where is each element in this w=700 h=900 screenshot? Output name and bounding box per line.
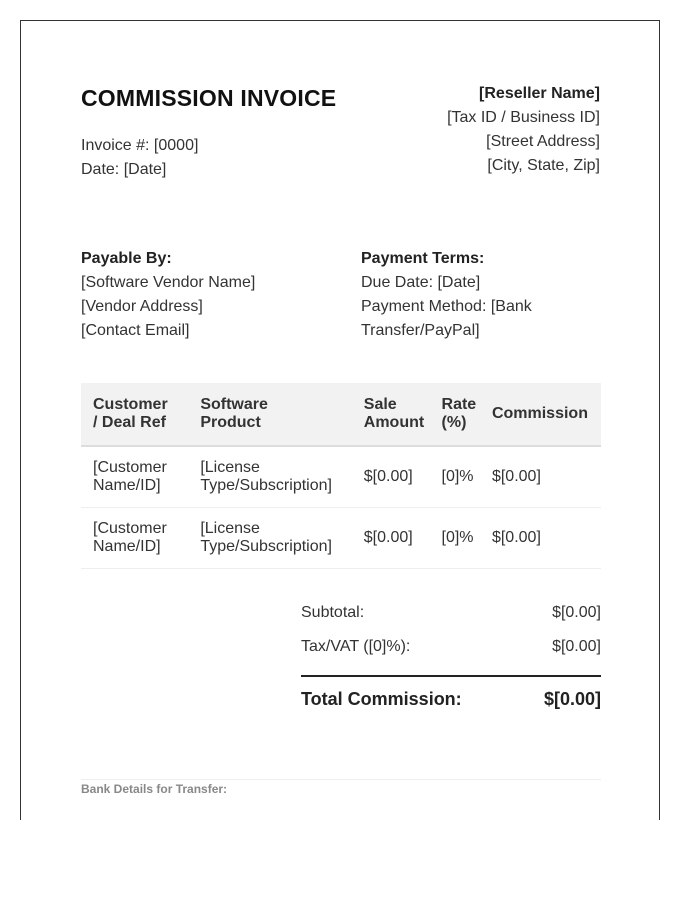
header-rate <box>434 383 484 446</box>
cell-sale-amount: $[0.00] <box>356 508 434 569</box>
total-commission-value: $[0.00] <box>543 689 601 709</box>
table-header-row <box>81 383 601 446</box>
cell-product-line-2: Type/Subscription] <box>200 538 332 555</box>
reseller-name: [Reseller Name] <box>479 85 600 102</box>
invoice-page <box>20 20 660 820</box>
payment-terms-heading: Payment Terms: <box>361 250 485 267</box>
cell-sale-amount: $[0.00] <box>356 446 434 508</box>
cell-customer <box>81 446 188 508</box>
payable-by-heading: Payable By: <box>81 250 172 267</box>
reseller-tax-id: [Tax ID / Business ID] <box>447 109 600 126</box>
payment-method-line-2: Transfer/PayPal] <box>361 322 480 339</box>
commission-table <box>81 383 601 569</box>
cell-customer-line-1: [Customer <box>93 459 167 476</box>
cell-product <box>188 446 355 508</box>
total-commission-row <box>301 689 601 710</box>
bank-divider <box>81 779 601 780</box>
vendor-name: [Software Vendor Name] <box>81 274 256 291</box>
table-row <box>81 446 601 508</box>
cell-customer-line-2: Name/ID] <box>93 477 161 494</box>
cell-product-line-1: [License <box>200 459 260 476</box>
header-commission: Commission <box>484 383 601 446</box>
vendor-address: [Vendor Address] <box>81 298 203 315</box>
payable-by-block <box>81 247 255 343</box>
cell-product-line-1: [License <box>200 520 260 537</box>
vendor-contact-email: [Contact Email] <box>81 322 190 339</box>
cell-commission: $[0.00] <box>484 508 601 569</box>
cell-customer-line-2: Name/ID] <box>93 538 161 555</box>
header-customer-line-1: Customer <box>93 396 168 413</box>
header-sale-amount <box>356 383 434 446</box>
subtotal-row <box>301 604 601 622</box>
invoice-date: Date: [Date] <box>81 161 167 178</box>
invoice-number: Invoice #: [0000] <box>81 137 199 154</box>
header-customer <box>81 383 188 446</box>
subtotal-label: Subtotal: <box>301 604 365 621</box>
reseller-street: [Street Address] <box>486 133 600 150</box>
total-commission-label: Total Commission: <box>301 689 462 709</box>
header-amount-line-1: Sale <box>363 396 397 413</box>
subtotal-value: $[0.00] <box>552 604 601 621</box>
payment-terms-block <box>361 247 561 343</box>
header-rate-line-1: Rate <box>441 396 477 413</box>
header-product <box>188 383 355 446</box>
cell-rate: [0]% <box>434 508 484 569</box>
cell-rate: [0]% <box>434 446 484 508</box>
cell-product <box>188 508 355 569</box>
due-date: Due Date: [Date] <box>361 274 481 291</box>
cell-customer-line-1: [Customer <box>93 520 167 537</box>
tax-value: $[0.00] <box>552 638 601 655</box>
reseller-block <box>447 82 600 178</box>
bank-details-heading: Bank Details for Transfer: <box>81 782 228 796</box>
cell-commission: $[0.00] <box>484 446 601 508</box>
invoice-title: COMMISSION INVOICE <box>81 85 337 111</box>
cell-customer <box>81 508 188 569</box>
tax-row <box>301 638 601 656</box>
cell-product-line-2: Type/Subscription] <box>200 477 332 494</box>
header-rate-line-2: (%) <box>441 414 467 431</box>
header-customer-line-2: / Deal Ref <box>93 414 166 431</box>
table-row <box>81 508 601 569</box>
reseller-city: [City, State, Zip] <box>487 157 600 174</box>
header-product-line-2: Product <box>200 414 261 431</box>
tax-label: Tax/VAT ([0]%): <box>301 638 411 655</box>
header-product-line-1: Software <box>200 396 268 413</box>
total-divider <box>301 675 601 677</box>
payment-method-line-1: Payment Method: [Bank <box>361 298 532 315</box>
header-amount-line-2: Amount <box>363 414 425 431</box>
invoice-meta <box>81 134 198 182</box>
